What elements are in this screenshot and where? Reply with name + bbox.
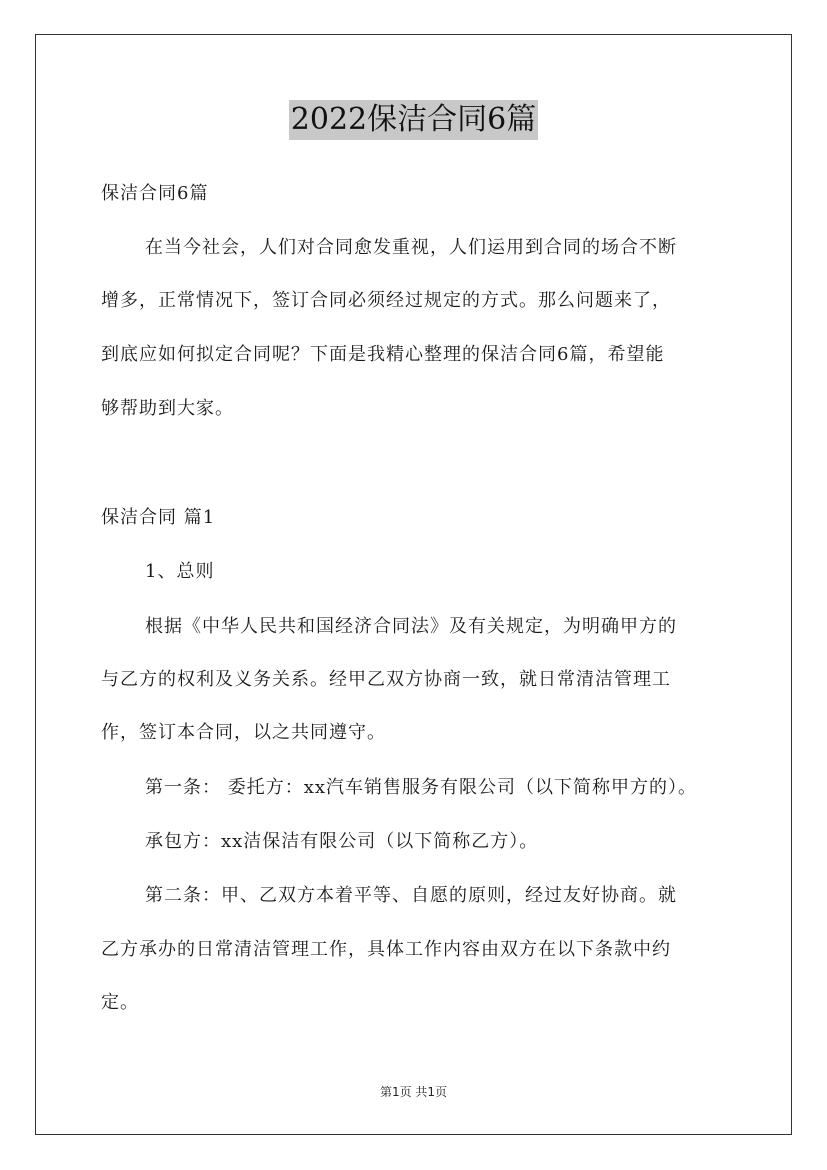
intro-line-1: 在当今社会，人们对合同愈发重视，人们运用到合同的场合不断 xyxy=(145,237,677,258)
title-container xyxy=(0,100,827,140)
document-title: 2022保洁合同6篇 xyxy=(289,100,538,140)
article-1: 第一条： 委托方：xx汽车销售服务有限公司（以下简称甲方的）。 xyxy=(145,777,698,798)
article-2-line-3: 定。 xyxy=(101,992,139,1013)
article-2-line-2: 乙方承办的日常清洁管理工作，具体工作内容由双方在以下条款中约 xyxy=(101,939,671,960)
intro-line-3: 到底应如何拟定合同呢？下面是我精心整理的保洁合同6篇，希望能 xyxy=(101,344,665,365)
intro-line-4: 够帮助到大家。 xyxy=(101,398,234,419)
paragraph-1-line-2: 与乙方的权利及义务关系。经甲乙双方协商一致，就日常清洁管理工 xyxy=(101,669,671,690)
article-2-line-1: 第二条：甲、乙双方本着平等、自愿的原则，经过友好协商。就 xyxy=(145,885,677,906)
intro-line-2: 增多，正常情况下，签订合同必须经过规定的方式。那么问题来了， xyxy=(101,290,671,311)
paragraph-1-line-3: 作，签订本合同，以之共同遵守。 xyxy=(101,722,386,743)
page-footer: 第1页 共1页 xyxy=(379,1085,448,1099)
section-heading: 保洁合同 篇1 xyxy=(101,507,216,528)
contractor-line: 承包方：xx洁保洁有限公司（以下简称乙方）。 xyxy=(145,831,539,852)
paragraph-1-line-1: 根据《中华人民共和国经济合同法》及有关规定，为明确甲方的 xyxy=(145,616,677,637)
general-heading: 1、总则 xyxy=(145,561,215,582)
subtitle: 保洁合同6篇 xyxy=(101,183,209,204)
